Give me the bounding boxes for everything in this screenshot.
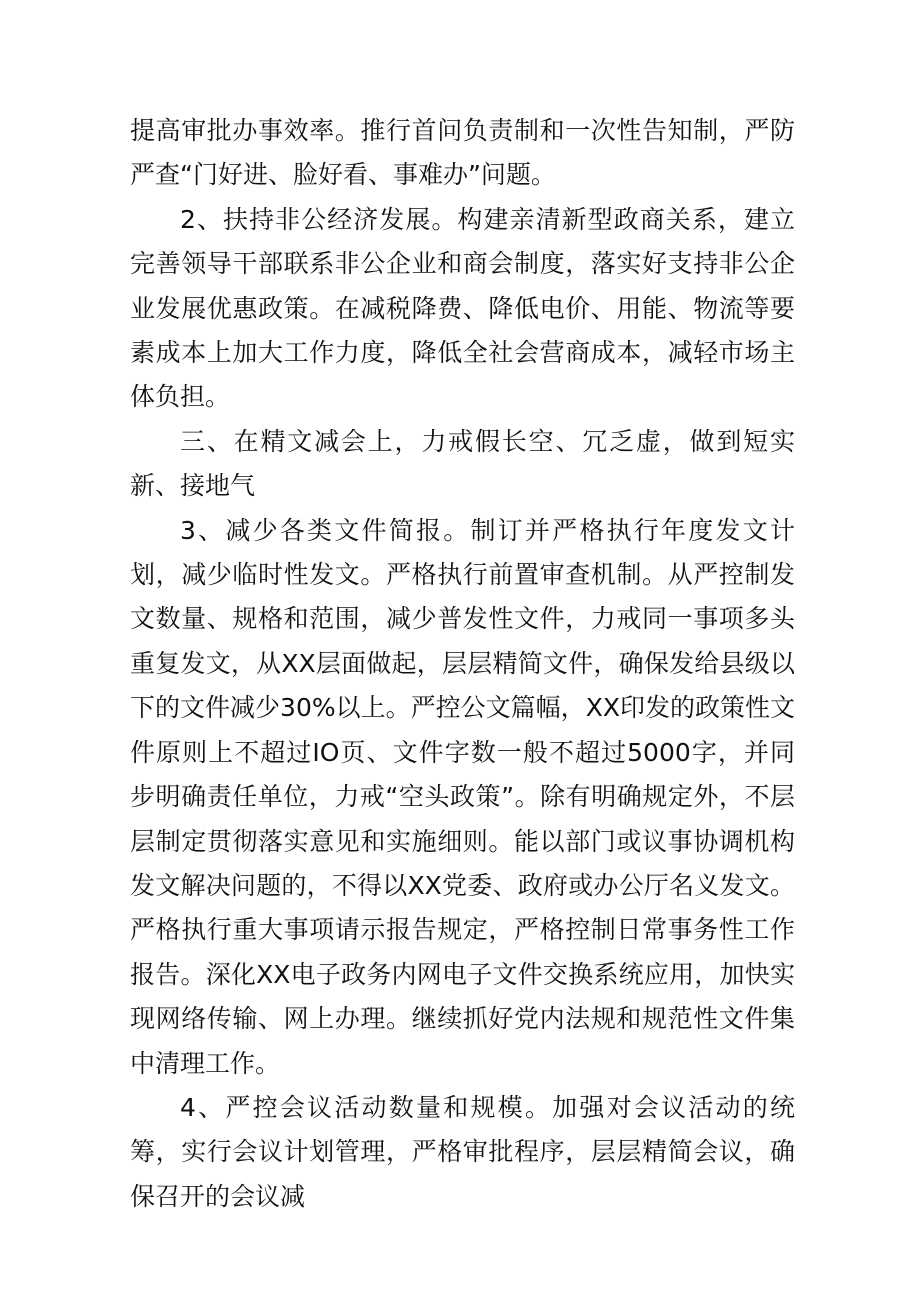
paragraph-item-4: 4、严控会议活动数量和规模。加强对会议活动的统筹，实行会议计划管理，严格审批程序，层层精简会议，确保召开的会议减	[130, 1092, 795, 1211]
document-body	[130, 109, 795, 1219]
section-heading-3: 三、在精文减会上，力戒假长空、冗乏虚，做到短实新、接地气	[130, 426, 795, 501]
paragraph-continuation: 提高审批办事效率。推行首问负责制和一次性告知制，严防严查“门好进、脸好看、事难办”问题。	[130, 116, 795, 190]
paragraph-item-2: 2、扶持非公经济发展。构建亲清新型政商关系，建立完善领导干部联系非公企业和商会制度，落实好支持非公企业发展优惠政策。在减税降费、降低电价、用能、物流等要素成本上加大工作力度，降低全社会营商成本，减轻市场主体负担。	[130, 204, 795, 412]
paragraph-item-3: 3、减少各类文件简报。制订并严格执行年度发文计划，减少临时性发文。严格执行前置审查机制。从严控制发文数量、规格和范围，减少普发性文件，力戒同一事项多头重复发文，从XX层面做起，层层精简文件，确保发给县级以下的文件减少30%以上。严控公文篇幅，XX印发的政策性文件原则上不超过IO页、文件字数一般不超过5000字，并同步明确责任单位，力戒“空头政策”。除有明确规定外，不层层制定贯彻落实意见和实施细则。能以部门或议事协调机构发文解决问题的，不得以XX党委、政府或办公厅名义发文。严格执行重大事项请示报告规定，严格控制日常事务性工作报告。深化XX电子政务内网电子文件交换系统应用，加快实现网络传输、网上办理。继续抓好党内法规和规范性文件集中清理工作。	[130, 515, 795, 1078]
